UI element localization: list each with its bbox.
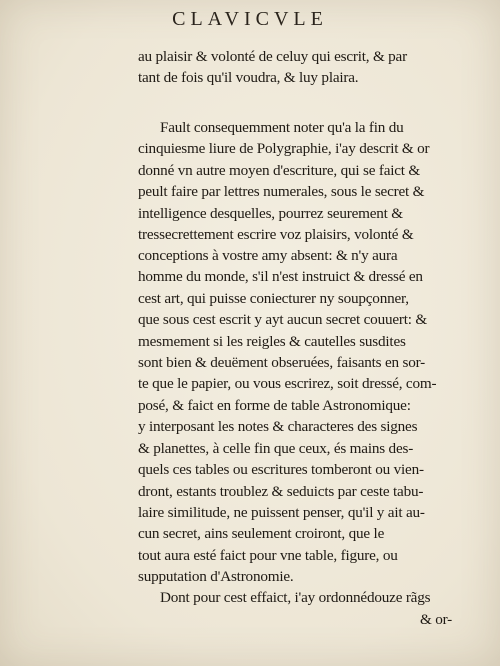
paragraph-start-line: Fault consequemment noter qu'a la fin du <box>160 119 404 136</box>
text-line: supputation d'Astronomie. <box>138 568 294 585</box>
text-line: y interposant les notes & characteres des signes <box>138 418 418 435</box>
text-line: cest art, qui puisse coniecturer ny soupçonner, <box>138 290 409 307</box>
text-line: te que le papier, ou vous escrirez, soit dressé, com- <box>138 375 437 392</box>
text-line: mesmement si les reigles & cautelles susdites <box>138 333 406 350</box>
text-line: que sous cest escrit y ayt aucun secret couuert: & <box>138 311 428 328</box>
text-line: intelligence desquelles, pourrez seurement & <box>138 205 403 222</box>
text-line: peult faire par lettres numerales, sous le secret & <box>138 183 425 200</box>
text-line: & planettes, à celle fin que ceux, és mains des- <box>138 440 414 457</box>
text-line: posé, & faict en forme de table Astronomique: <box>138 397 411 414</box>
text-line: conceptions à vostre amy absent: & n'y aura <box>138 247 398 264</box>
text-line: tout aura esté faict pour vne table, figure, ou <box>138 547 398 564</box>
catchword: & or- <box>419 611 452 628</box>
text-line: tant de fois qu'il voudra, & luy plaira. <box>138 69 359 86</box>
running-title: CLAVICVLE <box>172 8 328 30</box>
text-line: quels ces tables ou escritures tomberont ou vien- <box>138 461 424 478</box>
text-line: homme du monde, s'il n'est instruict & dressé en <box>138 268 423 285</box>
text-line: cinquiesme liure de Polygraphie, i'ay descrit & or <box>138 140 430 157</box>
text-line: dront, estants troublez & seduicts par ceste tabu- <box>138 483 424 500</box>
paragraph-start-line: Dont pour cest effaict, i'ay ordonnédouze rãgs <box>160 589 431 606</box>
text-line: sont bien & deuëment obseruées, faisants en sor- <box>138 354 426 371</box>
text-line: cun secret, ains seulement croiront, que le <box>138 525 385 542</box>
text-line: tressecrettement escrire voz plaisirs, volonté & <box>138 226 414 243</box>
text-line: donné vn autre moyen d'escriture, qui se faict & <box>138 162 421 179</box>
text-line: laire similitude, ne puissent penser, qu'il y ait au- <box>138 504 425 521</box>
text-line: au plaisir & volonté de celuy qui escrit, & par <box>138 48 407 65</box>
